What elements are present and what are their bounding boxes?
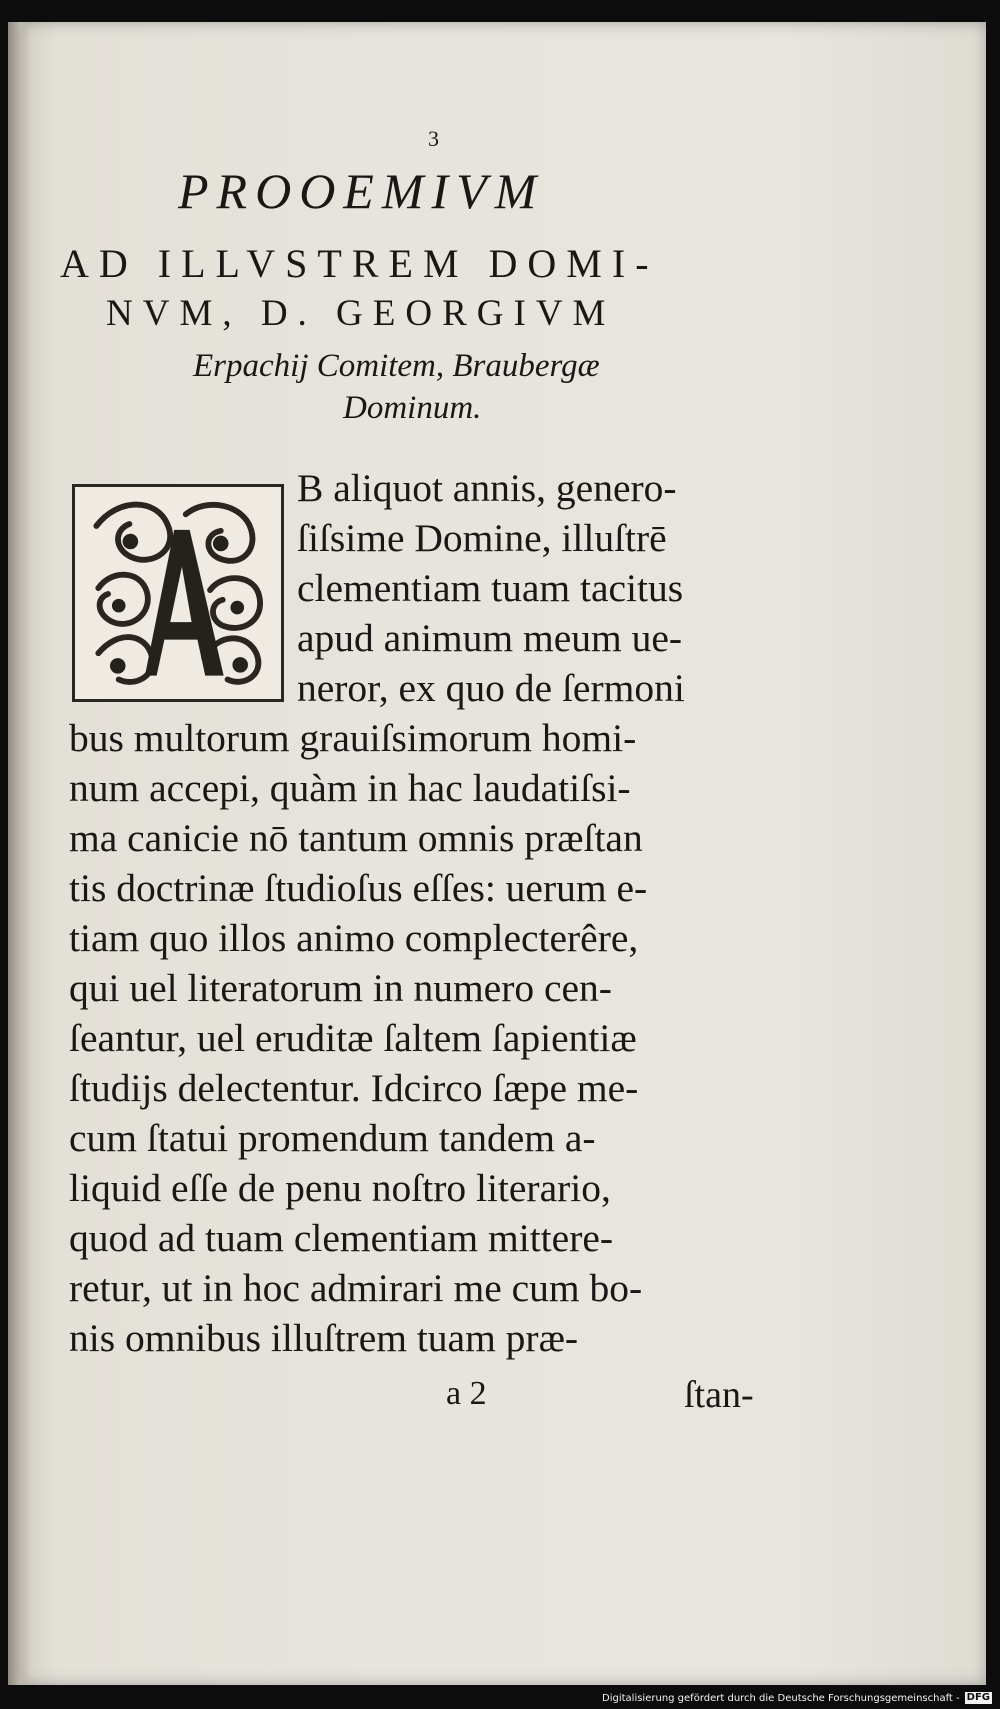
- body-line-1: B aliquot annis, genero-: [297, 466, 677, 510]
- heading-line-1: AD ILLVSTREM DOMI-: [60, 241, 659, 286]
- body-line-16: quod ad tuam clementiam mittere-: [69, 1216, 614, 1260]
- body-line-7: num accepi, quàm in hac laudatiſsi-: [69, 766, 631, 810]
- dfg-logo: DFG: [966, 1692, 990, 1703]
- catchword: ſtan-: [684, 1374, 754, 1416]
- body-line-17: retur, ut in hoc admirari me cum bo-: [69, 1266, 643, 1310]
- body-line-13: ſtudijs delectentur. Idcirco ſæpe me-: [69, 1066, 639, 1110]
- body-line-18: nis omnibus illuſtrem tuam præ-: [69, 1316, 579, 1360]
- heading-line-3: Erpachij Comitem, Braubergæ: [193, 348, 600, 384]
- body-line-11: qui uel literatorum in numero cen-: [69, 966, 612, 1010]
- body-line-14: cum ſtatui promendum tandem a-: [69, 1116, 596, 1160]
- scanned-page: [8, 22, 986, 1685]
- page-number: 3: [428, 126, 439, 151]
- body-line-10: tiam quo illos animo complecterêre,: [69, 916, 639, 960]
- body-line-12: ſeantur, uel eruditæ ſaltem ſapientiæ: [69, 1016, 637, 1060]
- body-line-4: apud animum meum ue-: [297, 616, 683, 660]
- body-line-2: ſiſsime Domine, illuſtrē: [297, 516, 667, 560]
- decorated-initial-a-icon: [72, 484, 284, 702]
- body-line-8: ma canicie nō tantum omnis præſtan: [69, 816, 643, 860]
- digitization-credit: [602, 1690, 992, 1706]
- body-line-15: liquid eſſe de penu noſtro literario,: [69, 1166, 611, 1210]
- credit-text: Digitalisierung gefördert durch die Deutsche Forschungsgemeinschaft -: [602, 1692, 960, 1704]
- heading-line-2: NVM, D. GEORGIVM: [106, 293, 616, 334]
- page-title: PROOEMIVM: [178, 163, 545, 219]
- body-line-5: neror, ex quo de ſermoni: [297, 666, 685, 710]
- body-line-6: bus multorum grauiſsimorum homi-: [69, 716, 637, 760]
- page-gutter-shadow: [8, 22, 30, 1685]
- body-line-9: tis doctrinæ ſtudioſus eſſes: uerum e-: [69, 866, 648, 910]
- heading-line-4: Dominum.: [343, 390, 482, 426]
- signature-mark: a 2: [446, 1375, 487, 1412]
- body-line-3: clementiam tuam tacitus: [297, 566, 684, 610]
